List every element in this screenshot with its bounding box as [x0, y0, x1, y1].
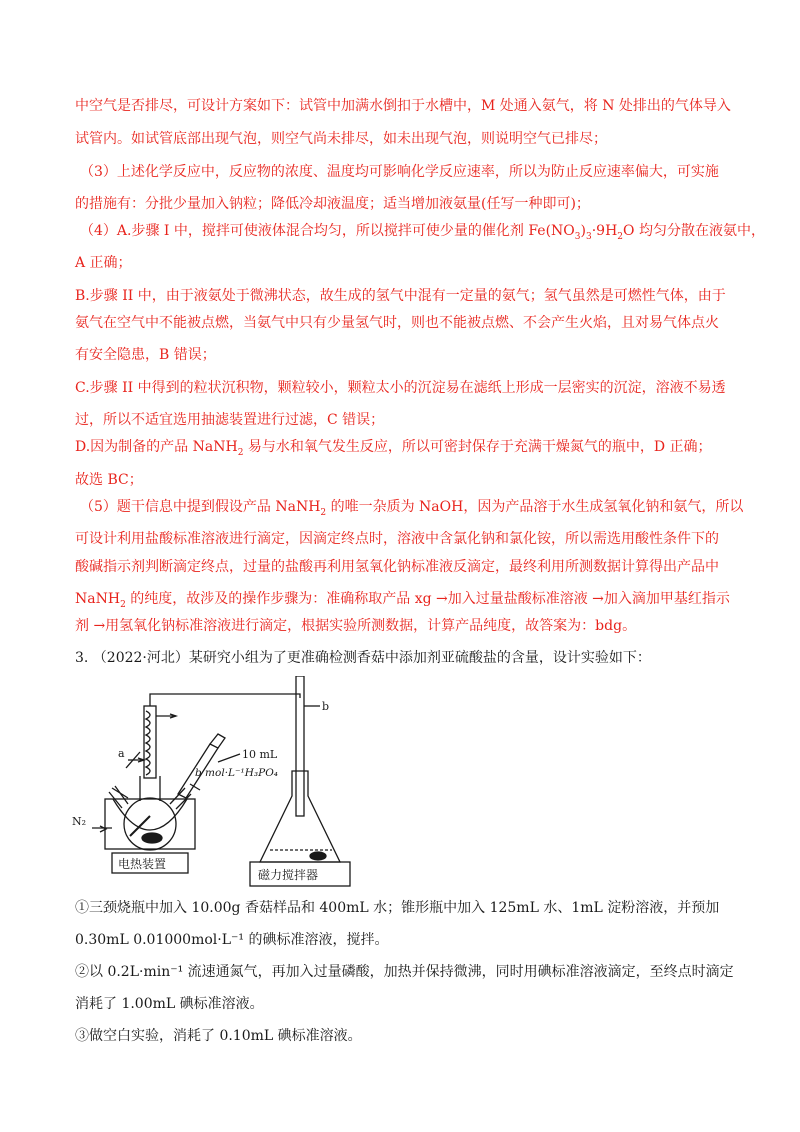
step-1-line-2: 0.30mL 0.01000mol·L⁻¹ 的碘标准溶液，搅拌。: [75, 932, 389, 948]
step-2-line-2: 消耗了 1.00mL 碘标准溶液。: [75, 996, 264, 1012]
answer-line-5: （4）A.步骤 I 中，搅拌可使液体混合均匀，所以搅拌可使少量的催化剂 $Fe(NO_3)_3\cdot 9H_2O$ 均匀分散在液氨中，: [80, 223, 765, 242]
answer-line-7: B.步骤 II 中，由于液氨处于微沸状态，故生成的氢气中混有一定量的氨气；氢气虽然是可燃性气体，由于: [75, 288, 726, 304]
answer-line-10: C.步骤 II 中得到的粒状沉积物，颗粒较小，颗粒太小的沉淀易在滤纸上形成一层密实的沉淀，溶液不易透: [75, 380, 726, 396]
label-n2: N₂: [72, 815, 87, 828]
answer-line-3: （3）上述化学反应中，反应物的浓度、温度均可影响化学反应速率，所以为防止反应速率偏大，可实施: [80, 164, 719, 180]
label-a: a: [118, 747, 125, 760]
answer-line-6: A 正确；: [75, 255, 132, 271]
label-concentration: b mol·L⁻¹H₃PO₄: [195, 767, 279, 779]
answer-line-2: 试管内。如试管底部出现气泡，则空气尚未排尽，如未出现气泡，则说明空气已排尽；: [75, 131, 607, 147]
answer-line-9: 有安全隐患，B 错误；: [75, 347, 216, 363]
answer-line-18: 剂 →用氢氧化钠标准溶液进行滴定，根据实验所测数据，计算产品纯度，故答案为：bdg。: [75, 618, 637, 634]
answer-line-11: 过，所以不适宜选用抽滤装置进行过滤，C 错误；: [75, 412, 385, 428]
answer-line-12: D.因为制备的产品 NaNH$_2$ 易与水和氧气发生反应，所以可密封保存于充满干燥氮气的瓶中，D 正确；: [75, 439, 712, 458]
answer-line-4: 的措施有：分批少量加入钠粒；降低冷却液温度；适当增加液氨量(任写一种即可)；: [75, 196, 590, 212]
answer-line-1: 中空气是否排尽，可设计方案如下：试管中加满水倒扣于水槽中，M 处通入氨气，将 N 处排出的气体导入: [75, 98, 731, 114]
step-1-line-1: ①三颈烧瓶中加入 10.00g 香菇样品和 400mL 水；锥形瓶中加入 125mL 水、1mL 淀粉溶液，并预加: [75, 900, 720, 916]
answer-line-8: 氨气在空气中不能被点燃，当氨气中只有少量氢气时，则也不能被点燃、不会产生火焰，且对易气体点火: [75, 315, 719, 331]
question-intro: 3. （2022·河北）某研究小组为了更准确检测香菇中添加剂亚硫酸盐的含量，设计实验如下：: [75, 650, 651, 666]
step-2-line-1: ②以 0.2L·min⁻¹ 流速通氮气，再加入过量磷酸，加热并保持微沸，同时用碘标准溶液滴定，至终点时滴定: [75, 964, 734, 980]
label-volume: 10 mL: [242, 748, 278, 761]
step-3-line: ③做空白实验，消耗了 0.10mL 碘标准溶液。: [75, 1028, 362, 1044]
answer-line-17: NaNH$_2$ 的纯度，故涉及的操作步骤为：准确称取产品 xg →加入过量盐酸标准溶液 →加入滴加甲基红指示: [75, 591, 730, 610]
answer-line-13: 故选 BC；: [75, 472, 143, 488]
label-b: b: [322, 700, 330, 713]
answer-line-14: （5）题干信息中提到假设产品 NaNH$_2$ 的唯一杂质为 NaOH，因为产品溶于水生成氢氧化钠和氨气，所以: [80, 499, 744, 518]
label-heater: 电热装置: [118, 857, 167, 871]
apparatus-diagram: [70, 676, 390, 890]
answer-line-16: 酸碱指示剂判断滴定终点，过量的盐酸再利用氢氧化钠标准液反滴定，最终利用所测数据计算得出产品中: [75, 559, 719, 575]
label-stirrer: 磁力搅拌器: [258, 868, 319, 882]
answer-line-15: 可设计利用盐酸标准溶液进行滴定，因滴定终点时，溶液中含氯化钠和氯化铵，所以需选用酸性条件下的: [75, 531, 719, 547]
